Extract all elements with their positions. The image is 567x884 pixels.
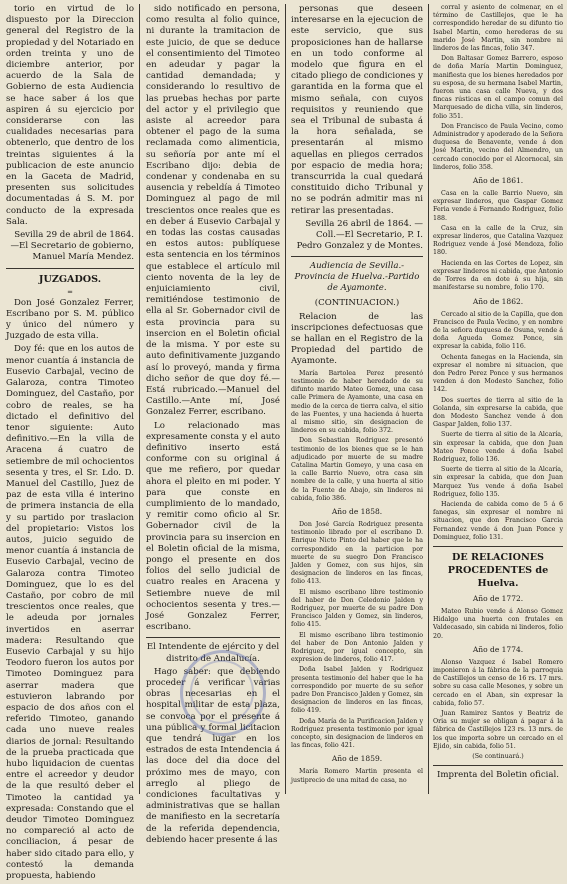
paragraph: Hago saber: que debiendo proceder á verificar varias obras necesarias en el hospital militar de esta plaza, se convoca por el presente á una pública y formal licitacion que tendrá lugar en los estrados de esta Intendencia á las doce del dia doce del próximo mes de mayo, con arreglo al pliego de condiciones facultativas y administrativas que se hallan de manifiesto en la secretaría de la referida dependencia, debiendo hacer presente á las <box>146 666 280 845</box>
column-4 <box>433 4 563 783</box>
entry: Doña María de la Purificacion Jalden y Rodriguez presenta testimonio por igual concepto, sin designacion de linderos en las fincas, folio 421. <box>291 717 423 750</box>
paragraph: Relacion de las inscripciones defectuosas que se hallan en el Registro de la Propiedad del partido de Ayamonte. <box>291 311 423 367</box>
divider <box>146 637 280 638</box>
column-rule <box>428 4 429 794</box>
entry: María Romero Martin presenta el justiprecio de una mitad de casa, no <box>291 768 423 784</box>
divider <box>291 256 423 257</box>
column-1 <box>6 4 134 884</box>
ink-stamp-inner <box>190 660 254 724</box>
year-heading: Año de 1772. <box>472 593 524 603</box>
continuation-label: (CONTINUACION.) <box>314 298 400 309</box>
signature-line: Sevilla 29 de abril de 1864. —El Secretario de gobierno, Manuel María Mendez. <box>10 230 134 263</box>
paragraph: Lo relacionado mas expresamente consta y el auto definitivo inserto está conforme con su original á que me refiero, por quedar ahora el pleito en mi poder. Y para que conste en cumplimiento de lo mandado, y remitir como oficio al Sr. Gobernador civil de la provincia para su insercion en el Boletin oficial de la misma, pongo el presente en dos folios del sello judicial de cuatro reales en Aracena y Setiembre nueve de mil ochocientos sesenta y tres.—José Gonzalez Ferrer, escribano. <box>146 420 280 633</box>
entry: Mateo Rubio vende á Alonso Gomez Hidalgo una huerta con frutales en Valdecasado, sin cabida ni linderos, folio 20. <box>433 607 563 640</box>
year-heading: Año de 1858. <box>331 506 383 516</box>
entry: Cercado al sitio de la Capilla, que don Francisco de Paula Vecino, y en nombre de la señora duquesa de Osuna, vende á doña Agueda Gomez Ponce, sin expresar la cabida, folio 116. <box>433 310 563 351</box>
entry: Don Sebastian Rodriguez presentó testimonio de los bienes que se le han adjudicado por muerte de su madre Catalina Martin Gomeyo, y una casa en la calle Barrio Nuevo, otra casa sin nombre de la calle, y una huerta al sitio de la Fuente de Abajo, sin linderos ni cabida, folio 386. <box>291 437 423 502</box>
entry: Hacienda de cabida como de 5 á 6 fanegas, sin expresar el nombre ni situacion, que don Francisco Garcia Fernandez vende á don Juan Ponce y Dominguez, folio 131. <box>433 500 563 541</box>
entry: Casa en la calle Barrio Nuevo, sin expresar linderos, que Gaspar Gomez Feria vende á Fernando Rodriguez, folio 188. <box>433 190 563 222</box>
paragraph: personas que deseen interesarse en la ejecucion de este servicio, que sus proposiciones han de hallarse en un todo conforme al modelo que figura en el citado pliego de condiciones y garantida en la forma que el mismo señala, con cuyos requisitos y reuniendo que sea el Tribunal de subasta á la hora señalada, se presentarán al mismo aquellas en pliegos cerrados por espacio de media hora; transcurrida la cual quedará constituido dicho Tribunal y no se podrán admitir mas ni retirar las presentadas. <box>291 4 423 216</box>
column-rule <box>285 4 286 794</box>
divider <box>433 765 563 766</box>
entry: Dos suertes de tierra al sitio de la Golanda, sin expresarse la cabida, que don Modesto Sanchez vende á don Gaspar Jalden, folio 137. <box>433 396 563 429</box>
entry: Suerte de tierra al sitio de la Alcaría, sin expresar la cabida, que don Juan Marquez Yus vende á doña Isabel Rodriguez, folio 135. <box>433 466 563 498</box>
entry: María Bartolea Perez presentó testimonio de haber heredado de su difunto marido Mateo Gomez, una casa calle Primera de Ayamonte, una casa en medio de la cerca de tierra calva, el sitio de las Fuentes, y una hacienda á huerta al mismo sitio, sin designacion de linderos en su cabida, folio 372. <box>291 369 423 435</box>
entry: Alonso Vazquez é Isabel Romero imponieron á la fábrica de la parroquia de Castillejos un censo de 16 rs. 17 mrs. sobre su casa calle Mesones, y sobre un cercado en el Aban, sin expresar la cabida, folio 57. <box>433 658 563 707</box>
divider <box>6 268 134 269</box>
section-heading: JUZGADOS. <box>38 273 102 285</box>
paragraph: sido notificado en persona, como resulta al folio quince, ni durante la tramitacion de este juicio, de que se deduce el consentimiento del Timoteo en adeudar y pagar la cantidad demandada; y considerando lo resultivo de las pruebas hechas por parte del actor y el privilegio que asiste al acreedor para obtener el pago de la suma reclamada como alimenticia, su señoría por ante mí el Escribano dijo: debia de condenar y condenaba en su ausencia y rebeldía á Timoteo Dominguez al pago de mil trescientos once reales que es en deber á Eusevio Carbajal y en todas las costas causadas en estos autos: publíquese esta sentencia en los términos que establece el artículo mil ciento noventa de la ley de enjuiciamiento civil, remitiéndose testimonio de ella al Sr. Gobernador civil de esta provincia para su insercion en el Boletin oficial de la misma. Y por este su auto definitivamente juzgando así lo proveyó, manda y firma dicho señor de que doy fé.—Está rubricado.—Manuel del Castillo.—Ante mí, José Gonzalez Ferrer, escribano. <box>146 4 280 418</box>
year-heading: Año de 1861. <box>472 176 524 186</box>
entry: Casa en la calle de la Cruz, sin expresar linderos, que Catalina Vazquez Rodriguez vende á José Mendoza, folio 180. <box>433 224 563 257</box>
entry: Ochenta fanegas en la Hacienda, sin expresar el nombre ni situacion, que don Pedro Perez Ponce y sus hermanos venden á don Modesto Sanchez, folio 142. <box>433 353 563 394</box>
section-heading: DE RELACIONES PROCEDENTES de Huelva. <box>447 551 549 589</box>
entry: El mismo escribano libre testimonio del haber de Don Celedonio Jalden y Rodriguez, por muerte de su padre Don Francisco Jalden y Gomez, sin linderos, folio 415. <box>291 588 423 629</box>
entry: Doña Isabel Jalden y Rodriguez presenta testimonio del haber que le ha correspondido por muerte de su señor padre Don Francisco Jalden y Gomez, sin designacion de linderos en las fincas, folio 419. <box>291 666 423 715</box>
year-heading: Año de 1862. <box>472 296 524 306</box>
entry: corral y asiento de colmenar, en el término de Castillejos, que le ha correspondido heredar de su difunto tio Isabel Martin, como herederas de su marido José Martin, sin nombre ni linderos de las fincas, folio 347. <box>433 4 563 53</box>
entry: Don José García Rodriguez presenta testimonio librado por el escribano D. Enrique Nicto Pinto del haber que le ha correspondido en la particion por muerte de su suegro Don Francisco Jalden y Gomez, con sus hijos, sin designacion de linderos en las fincas, folio 413. <box>291 520 423 586</box>
column-3 <box>291 4 423 787</box>
entry: El mismo escribano libra testimonio del haber de Don Antonio Jalden y Rodriguez, por igual concepto, sin expresion de linderos, folio 417. <box>291 631 423 664</box>
year-heading: Año de 1859. <box>331 754 383 764</box>
divider <box>433 546 563 547</box>
column-rule <box>139 4 140 794</box>
entry: Suerte de tierra al sitio de la Alcaría, sin expresar la cabida, que don Juan Mateo Ponce vende á doña Isabel Rodriguez, folio 136. <box>433 431 563 463</box>
paragraph: Don José Gonzalez Ferrer, Escribano por S. M. público y único del número y Juzgado de esta villa. <box>6 297 134 342</box>
paragraph: torio en virtud de lo dispuesto por la Direccion general del Registro de la propiedad y del Notariado en orden treinta y uno de diciembre anterior, por acuerdo de la Sala de Gobierno de esta Audiencia se hace saber á los que aspiren á su ejercicio por considerarse con las cualidades necesarias para obtenerlo, que dentro de los treintas siguientes á la publicacion de este anuncio en la Gaceta de Madrid, presenten sus solicitudes documentadas á S. M. por conducto de la expresada Sala. <box>6 4 134 227</box>
year-heading: Año de 1774. <box>472 644 524 654</box>
signature-line: Sevilla 26 abril de 1864. —Coll.—El Secretario, P. I. Pedro Gonzalez y de Montes. <box>296 218 423 252</box>
section-heading: El Intendente de ejército y del distrito de Andalucía. <box>146 642 280 664</box>
printer-footer: Imprenta del Boletin oficial. <box>436 770 559 781</box>
continuation-label: (Se continuará.) <box>472 753 524 761</box>
paragraph: Doy fé: que en los autos de menor cuantía á instancia de Eusevio Carbajal, vecino de Galaroza, contra Timoteo Dominguez, del Castaño, por cobro de reales, se ha dictado el definitivo del tenor siguiente: Auto definitivo.—En la villa de Aracena á cuatro de setiembre de mil ochocientos sesenta y tres, el Sr. Ldo. D. Manuel del Castillo, Juez de paz de esta villa é interino de primera instancia de ella y su partido por traslacion del propietario: Vistos los autos, juicio seguido de menor cuantía á instancia de Eusevio Carbajal, vecino de Galaroza contra Timoteo Dominguez, que lo es del Castaño, por cobro de mil trescientos once reales, que le adeuda por jornales invertidos en aserrar madera: Resultando que Eusevio Carbajal y su hijo Teodoro fueron los autos por Timoteo Dominguez para aserrar madera que estuvieron labrando por espacio de dos años con el referido Timoteo, ganando cada uno nueve reales diarios de jornal: Resultando de la prueba practicada que hubo liquidacion de cuentas entre el acreedor y deudor de la que resultó deber el Timoteo la cantidad ya expresada: Constando que el deudor Timoteo Dominguez no compareció al acto de conciliacion, á pesar de haber sido citado para ello, y contestó la demanda propuesta, habiendo <box>6 344 134 882</box>
entry: Don Baltasar Gomez Barrero, esposo de doña María Martin Dominguez, manifiesta que los bienes heredados por su esposa, de su hermana Isabel Martin, fueron una casa calle Nueva, y dos fincas rústicas en el campo comun del Marquesado de dicha villa, sin linderos, folio 351. <box>433 55 563 120</box>
entry: Don Francisco de Paula Vecino, como Administrador y apoderado de la Señora duquesa de Benavente, vende á don José Martin, vecino del Almendro, un cercado conocido por el Alcornocal, sin linderos, folio 358. <box>433 122 563 171</box>
entry: Hacienda en las Cortes de Lopez, sin expresar linderos ni cabida, que Antonio de Torres da en dote á su hija, sin manifestarse su nombre, folio 170. <box>433 259 563 292</box>
section-heading: Audiencia de Sevilla.-Provincia de Huelva.-Partido de Ayamonte. <box>294 261 420 294</box>
separator: ═ <box>67 287 73 296</box>
entry: Juan Ramirez Santos y Beatriz de Oria su mujer se obligan á pagar á la fábrica de Castillejos 123 rs. 13 mrs. de los que importa sobre un cercado en el Ejido, sin cabida, folio 51. <box>433 710 563 750</box>
